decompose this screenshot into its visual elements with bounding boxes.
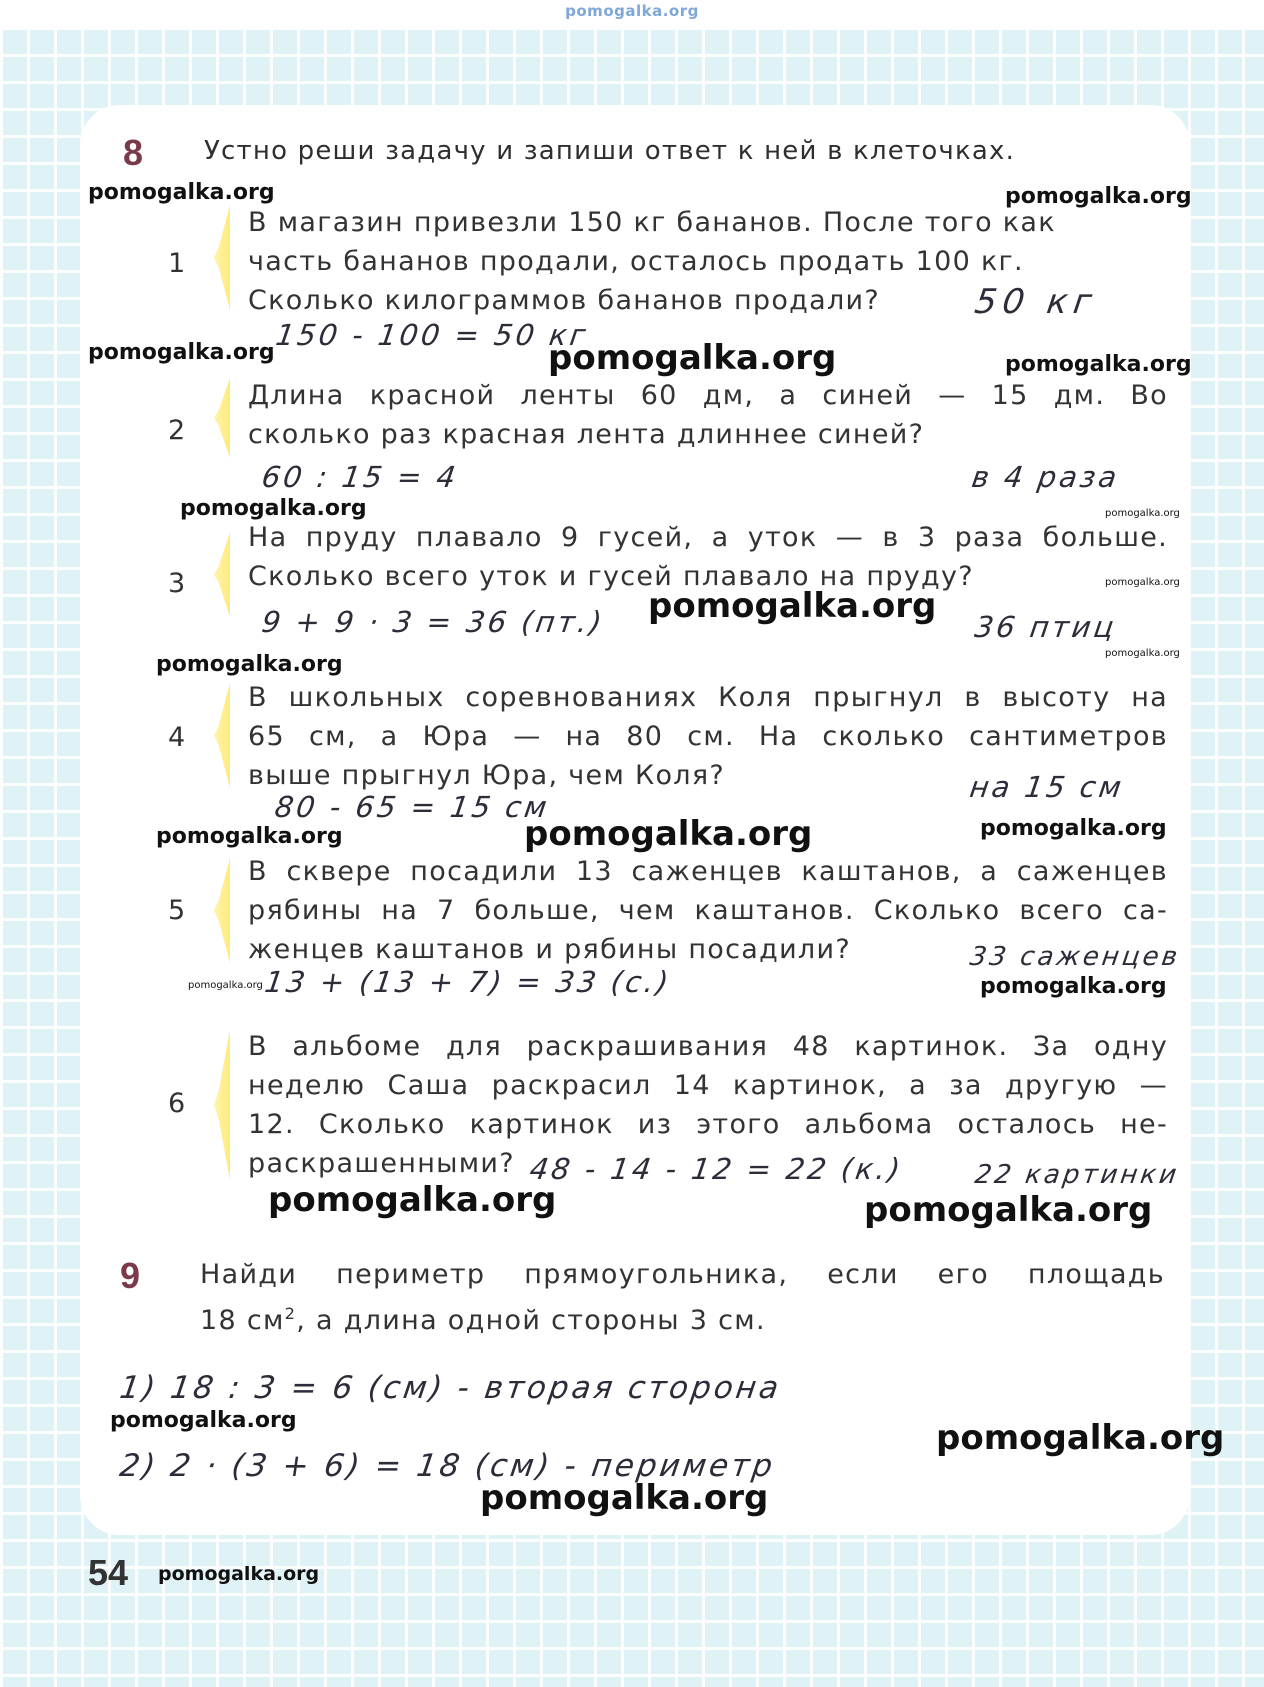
watermark: pomogalka.org	[110, 1408, 297, 1433]
task-6-answer: 22 картинки	[972, 1160, 1182, 1190]
task-3-solution: 9 + 9 · 3 = 36 (пт.)	[259, 605, 607, 639]
watermark: pomogalka.org	[980, 974, 1167, 999]
task-5-answer: 33 саженцев	[967, 942, 1183, 972]
task-1-text: В магазин привезли 150 кг бананов. После того как часть бананов продали, осталось продать 100 кг. Сколько килограммов бананов продали?	[248, 207, 1056, 316]
task-6-solution: 48 - 14 - 12 = 22 (к.)	[527, 1152, 906, 1186]
watermark: pomogalka.org	[156, 824, 343, 849]
watermark: pomogalka.org	[88, 180, 275, 205]
exercise-9-text: Найди периметр прямоугольника, если его площадь 18 $см^2$, а длина одной стороны 3 см.	[200, 1259, 1165, 1336]
watermark: pomogalka.org	[1105, 508, 1180, 519]
watermark: pomogalka.org	[1005, 352, 1192, 377]
exercise-8-number: 8	[123, 132, 144, 173]
watermark: pomogalka.org	[1005, 184, 1192, 209]
watermark: pomogalka.org	[268, 1180, 557, 1220]
exercise-9-number: 9	[120, 1255, 141, 1296]
task-3-text: На пруду плавало 9 гусей, а уток — в 3 раза больше. Сколько всего уток и гусей плавало на пруду?	[248, 522, 1168, 592]
watermark: pomogalka.org	[188, 980, 263, 991]
task-5-text: В сквере посадили 13 саженцев каштанов, а саженцев рябины на 7 больше, чем каштанов. Сколько всего са- женцев каштанов и рябины посадили?	[248, 856, 1168, 965]
task-1-solution: 150 - 100 = 50 кг	[273, 318, 591, 352]
watermark: pomogalka.org	[864, 1190, 1153, 1230]
watermark: pomogalka.org	[1105, 577, 1180, 588]
watermark: pomogalka.org	[88, 340, 275, 365]
watermark: pomogalka.org	[180, 496, 367, 521]
exercise-8-title: Устно реши задачу и запиши ответ к ней в клеточках.	[204, 136, 1016, 166]
task-1-answer: 50 кг	[972, 282, 1101, 322]
watermark: pomogalka.org	[548, 338, 837, 378]
task-3-number: 3	[168, 568, 186, 599]
task-2-answer: в 4 раза	[969, 460, 1122, 494]
task-3-answer: 36 птиц	[972, 610, 1119, 644]
task-2-number: 2	[168, 415, 186, 446]
task-6-number: 6	[168, 1088, 186, 1119]
exercise-9-step-1: 1) 18 : 3 = 6 (см) - вторая сторона	[117, 1370, 784, 1406]
task-5-solution: 13 + (13 + 7) = 33 (с.)	[262, 965, 674, 999]
task-4-answer: на 15 см	[967, 770, 1127, 804]
task-4-text: В школьных соревнованиях Коля прыгнул в высоту на 65 см, а Юра — на 80 см. На сколько сантиметров выше прыгнул Юра, чем Коля?	[248, 682, 1168, 791]
task-6-text: В альбоме для раскрашивания 48 картинок. За одну неделю Саша раскрасил 14 картинок, а за другую — 12. Сколько картинок из этого альбома осталось не- раскрашенными?	[248, 1031, 1168, 1179]
top-watermark: pomogalka.org	[565, 2, 699, 20]
watermark: pomogalka.org	[1105, 648, 1180, 659]
task-4-number: 4	[168, 722, 186, 753]
page-number: 54	[88, 1552, 129, 1593]
watermark: pomogalka.org	[936, 1418, 1225, 1458]
task-5-number: 5	[168, 895, 186, 926]
task-2-solution: 60 : 15 = 4	[259, 460, 461, 494]
task-2-text: Длина красной ленты 60 дм, а синей — 15 дм. Во сколько раз красная лента длиннее синей?	[248, 380, 1168, 450]
watermark: pomogalka.org	[156, 652, 343, 677]
watermark: pomogalka.org	[158, 1563, 320, 1585]
exercise-9-step-2: 2) 2 · (3 + 6) = 18 (см) - периметр	[117, 1448, 778, 1484]
watermark: pomogalka.org	[648, 586, 937, 626]
watermark: pomogalka.org	[524, 814, 813, 854]
task-4-solution: 80 - 65 = 15 см	[272, 790, 552, 824]
watermark: pomogalka.org	[480, 1478, 769, 1518]
task-1-number: 1	[168, 248, 186, 279]
watermark: pomogalka.org	[980, 816, 1167, 841]
